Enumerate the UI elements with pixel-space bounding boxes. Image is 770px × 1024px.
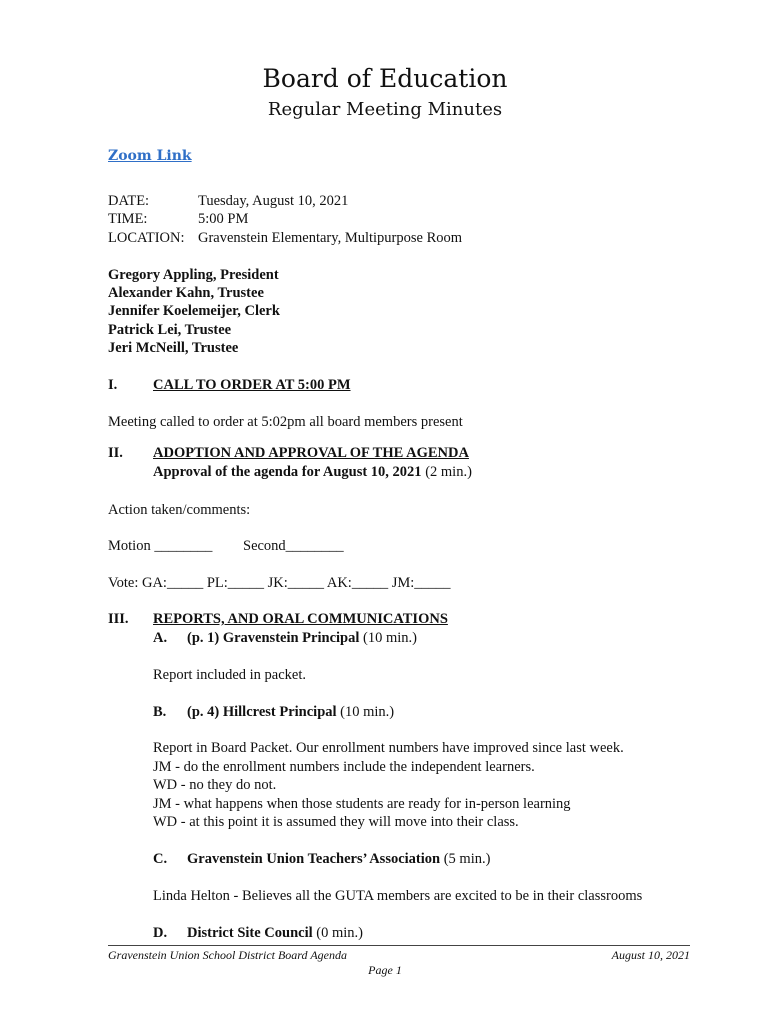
member-trustee-lei: Patrick Lei, Trustee: [108, 322, 232, 338]
section-3-number: III.: [108, 611, 129, 627]
item-b-note-3: WD - no they do not.: [153, 777, 277, 793]
section-2-item: [153, 464, 472, 481]
member-trustee-mcneill: Jeri McNeill, Trustee: [108, 340, 239, 356]
document-subtitle: Regular Meeting Minutes: [267, 99, 503, 120]
item-c-title: Gravenstein Union Teachers’ Association: [187, 851, 441, 867]
item-c: [187, 851, 490, 868]
item-b: [187, 704, 394, 721]
agenda-approval-time: (2 min.): [425, 464, 472, 480]
section-3-title: REPORTS, AND ORAL COMMUNICATIONS: [153, 611, 448, 627]
time-value: 5:00 PM: [198, 211, 249, 227]
vote-field: Vote: GA:_____ PL:_____ JK:_____ AK:_____ JM:_____: [108, 575, 451, 591]
time-label: TIME:: [108, 211, 148, 227]
section-1-title: CALL TO ORDER AT 5:00 PM: [153, 377, 351, 393]
zoom-link[interactable]: Zoom Link: [108, 148, 192, 164]
footer-divider: [108, 945, 690, 946]
motion-field: Motion ________: [108, 538, 213, 554]
item-b-note-4: JM - what happens when those students are ready for in-person learning: [153, 796, 571, 812]
item-a-time: (10 min.): [363, 630, 417, 646]
item-a-title: (p. 1) Gravenstein Principal: [187, 630, 360, 646]
date-label: DATE:: [108, 193, 150, 209]
item-c-time: (5 min.): [443, 851, 491, 867]
page-number: Page 1: [368, 963, 402, 977]
footer-date: August 10, 2021: [611, 948, 690, 962]
item-b-note-1: Report in Board Packet. Our enrollment numbers have improved since last week.: [153, 740, 624, 756]
location-label: LOCATION:: [108, 230, 185, 246]
member-president: Gregory Appling, President: [108, 267, 279, 283]
item-a-letter: A.: [153, 630, 168, 646]
item-d: [187, 925, 363, 942]
agenda-approval-text: Approval of the agenda for August 10, 2021: [153, 464, 422, 480]
item-b-note-2: JM - do the enrollment numbers include the independent learners.: [153, 759, 535, 775]
item-d-title: District Site Council: [187, 925, 313, 941]
item-a-note: Report included in packet.: [153, 667, 307, 683]
location-value: Gravenstein Elementary, Multipurpose Room: [198, 230, 463, 246]
item-d-time: (0 min.): [316, 925, 363, 941]
member-trustee-kahn: Alexander Kahn, Trustee: [108, 285, 264, 301]
section-2-number: II.: [108, 445, 123, 461]
item-c-letter: C.: [153, 851, 168, 867]
action-taken-label: Action taken/comments:: [108, 502, 251, 518]
footer-district: Gravenstein Union School District Board Agenda: [108, 948, 347, 962]
section-1-number: I.: [108, 377, 118, 393]
item-b-letter: B.: [153, 704, 167, 720]
member-clerk: Jennifer Koelemeijer, Clerk: [108, 303, 280, 319]
document-title: Board of Education: [262, 64, 508, 93]
item-b-time: (10 min.): [340, 704, 395, 720]
section-2-title: ADOPTION AND APPROVAL OF THE AGENDA: [153, 445, 469, 461]
item-a: [187, 630, 417, 647]
section-1-note: Meeting called to order at 5:02pm all board members present: [108, 414, 463, 430]
item-b-title: (p. 4) Hillcrest Principal: [187, 704, 337, 720]
second-field: Second________: [243, 538, 344, 554]
item-d-letter: D.: [153, 925, 168, 941]
item-c-note: Linda Helton - Believes all the GUTA members are excited to be in their classrooms: [153, 888, 643, 904]
item-b-note-5: WD - at this point it is assumed they will move into their class.: [153, 814, 519, 830]
date-value: Tuesday, August 10, 2021: [198, 193, 349, 209]
